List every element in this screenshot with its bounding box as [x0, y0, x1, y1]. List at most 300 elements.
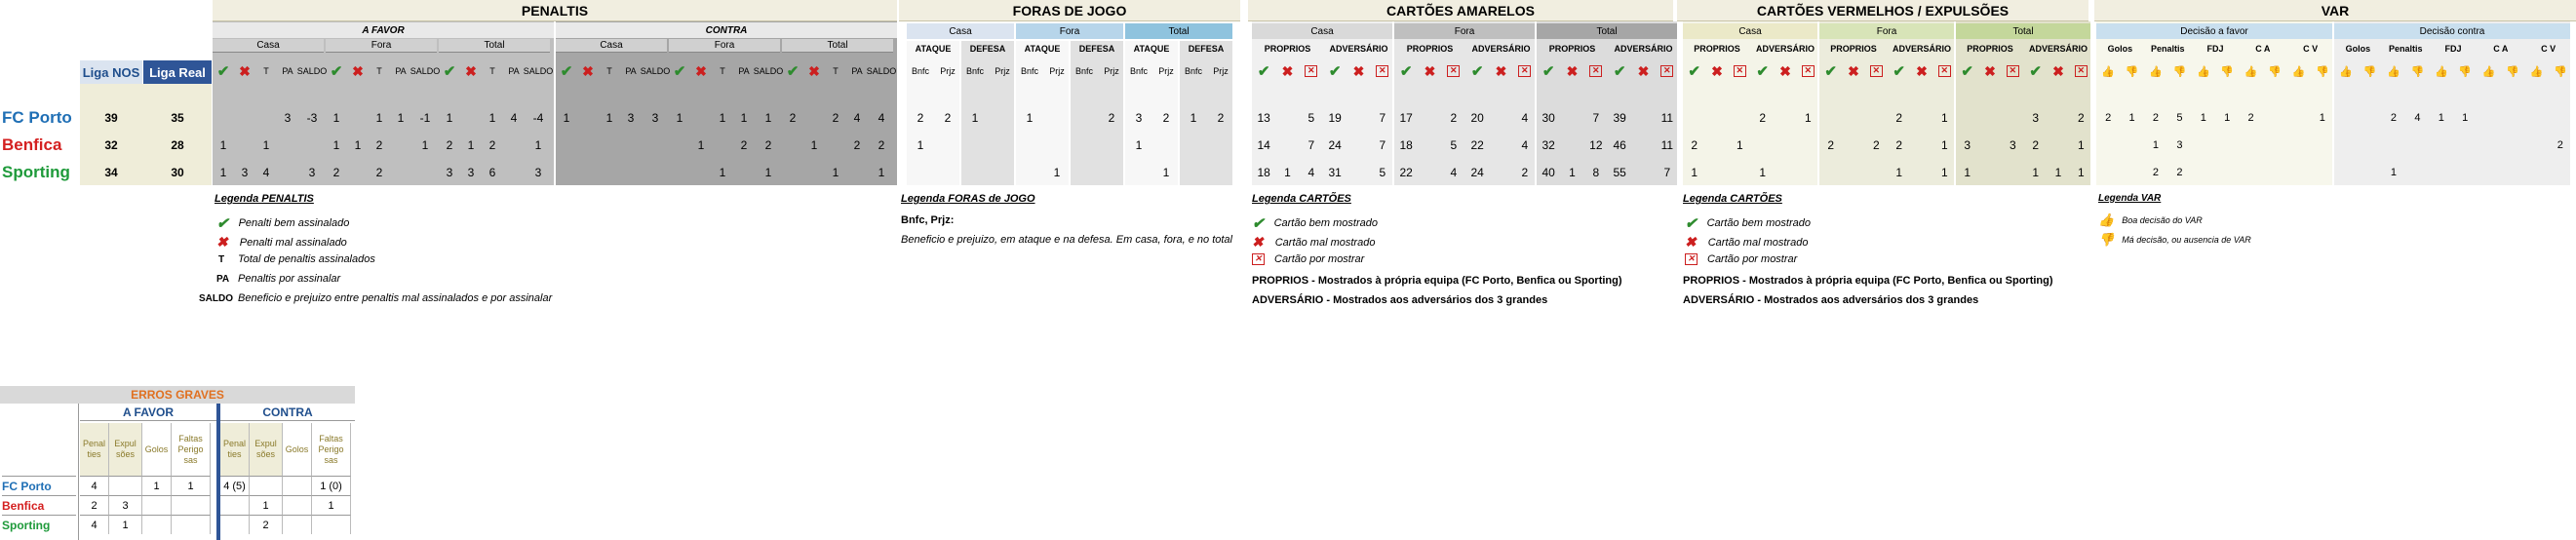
vermelhos-cell	[1683, 104, 1705, 132]
cross-icon: ✖	[695, 62, 707, 79]
amarelos-sub-adversário: ADVERSÁRIO	[1329, 43, 1388, 54]
vermelhos-cell	[1910, 132, 1932, 159]
erros-cell: 1	[250, 495, 283, 515]
pen-contra-cell	[599, 132, 620, 159]
thumbs-down-icon: 👎	[2268, 65, 2282, 78]
foras-col-prjz: Prjz	[1049, 65, 1065, 76]
erros-cell	[283, 476, 312, 495]
check-icon: ✔	[1893, 63, 1905, 80]
foras-title: FORAS DE JOGO	[899, 0, 1240, 21]
var-cell	[2263, 104, 2286, 132]
pen-contra-cell: 1	[810, 138, 818, 152]
pen-afavor-cell: 6	[488, 166, 496, 179]
amarelos-cell: 2	[1521, 166, 1529, 179]
pen-contra-cell: 1	[878, 166, 885, 179]
pen-afavor-cell: 1	[534, 138, 542, 152]
foras-col-prjz: Prjz	[1104, 65, 1119, 76]
foras-col-bnfc: Bnfc	[1129, 65, 1148, 76]
var-cell	[2430, 132, 2453, 159]
vermelhos-cell	[1751, 132, 1774, 159]
pen-afavor-cell: -3	[306, 111, 318, 125]
vermelhos-cell: 1	[1940, 111, 1948, 125]
check-icon: ✔	[443, 63, 456, 80]
pen-contra-cell	[669, 159, 690, 186]
erros-cell	[283, 495, 312, 515]
pen-contra-cell: 1	[764, 111, 772, 125]
pen-contra-cell	[782, 159, 803, 186]
foras-cell	[1207, 132, 1234, 159]
vermelhos-cell: 1	[1895, 166, 1902, 179]
legend-cart2-missing: ✕ Cartão por mostrar	[1685, 253, 1797, 265]
vermelhos-cell: 1	[2054, 166, 2062, 179]
cross-icon: ✖	[1779, 62, 1791, 79]
erros-col-afavor: Golos	[142, 423, 172, 476]
boxed-cross-icon: ✕	[1584, 60, 1608, 82]
amarelos-cell: 31	[1328, 166, 1342, 179]
amarelos-cell: 14	[1257, 138, 1270, 152]
cross-icon: ✖	[216, 234, 228, 250]
amarelos-cell: 30	[1542, 111, 1555, 125]
foras-sub-ataque: ATAQUE	[1133, 43, 1170, 54]
var-col-penaltis: Penaltis	[2388, 43, 2423, 54]
boxed-cross-icon: ✕	[1252, 253, 1265, 265]
pen-afavor-cell: 1	[421, 138, 429, 152]
erros-cell: 1	[312, 495, 351, 515]
pen-afavor-col-PA: PA	[395, 65, 407, 76]
cross-icon: ✖	[1637, 62, 1650, 79]
pen-afavor-cell: 3	[534, 166, 542, 179]
erros-team-name: FC Porto	[2, 476, 76, 495]
var-cell	[2524, 104, 2548, 132]
erros-team-name: Benfica	[2, 495, 76, 515]
erros-cell	[109, 476, 142, 495]
vermelhos-cell	[1978, 132, 2001, 159]
amarelos-cell: 2	[1450, 111, 1458, 125]
erros-col-afavor: Faltas Perigo sas	[172, 423, 211, 476]
var-cell	[2192, 159, 2215, 186]
foras-cell: 2	[944, 111, 952, 125]
vermelhos-cell: 1	[1940, 166, 1948, 179]
amarelos-cell	[1418, 159, 1441, 186]
foras-col-prjz: Prjz	[1158, 65, 1174, 76]
var-cell	[2524, 132, 2548, 159]
var-cell	[2405, 132, 2429, 159]
amarelos-sub-adversário: ADVERSÁRIO	[1614, 43, 1673, 54]
erros-col-contra: Golos	[283, 423, 312, 476]
erros-cell	[172, 515, 211, 534]
check-icon: ✔	[1688, 63, 1700, 80]
foras-col-bnfc: Bnfc	[1074, 65, 1093, 76]
check-icon: ✔	[1685, 215, 1698, 232]
erros-cell	[312, 515, 351, 534]
check-icon: ✔	[786, 63, 800, 80]
pen-contra-col-SALDO: SALDO	[753, 65, 784, 76]
amarelos-cell: 24	[1470, 166, 1484, 179]
vermelhos-group-0: Casa	[1683, 23, 1817, 39]
erros-cell	[250, 476, 283, 495]
erros-title: ERROS GRAVES	[0, 386, 355, 404]
thumbs-down-icon: 👎	[2172, 65, 2187, 78]
vermelhos-cell	[1729, 159, 1751, 186]
var-cell: 2	[2390, 112, 2398, 124]
league-nos-header: Liga NOS	[80, 60, 142, 84]
thumbs-up-icon: 👍	[2291, 65, 2306, 78]
var-col-penaltis: Penaltis	[2150, 43, 2185, 54]
pen-contra-cell: 2	[832, 111, 839, 125]
var-cell	[2477, 132, 2500, 159]
pen-contra-cell: 4	[878, 111, 885, 125]
var-cell	[2358, 132, 2381, 159]
var-col-cv: C V	[2303, 43, 2319, 54]
vermelhos-cell: 3	[2032, 111, 2039, 125]
foras-cell	[989, 132, 1016, 159]
pen-contra-cell: 2	[789, 111, 797, 125]
amarelos-cell	[1418, 132, 1441, 159]
vermelhos-sub-adversário: ADVERSÁRIO	[2028, 43, 2088, 54]
vermelhos-sub-proprios: PROPRIOS	[1967, 43, 2013, 54]
pen-contra-cell: 1	[605, 111, 613, 125]
var-cell	[2239, 132, 2262, 159]
var-col-golos: Golos	[2107, 43, 2133, 54]
league-real-header: Liga Real	[143, 60, 212, 84]
pen-contra-cell: 1	[719, 166, 726, 179]
amarelos-cell: 18	[1399, 138, 1413, 152]
check-icon: ✔	[2029, 63, 2042, 80]
amarelos-cell: 12	[1589, 138, 1603, 152]
var-cell: 2	[2152, 167, 2160, 178]
pen-afavor-cell: 2	[332, 166, 340, 179]
pen-afavor-group-2: Total	[439, 39, 550, 53]
var-cell	[2334, 104, 2358, 132]
pen-contra-cell	[599, 159, 620, 186]
pen-afavor-cell	[347, 159, 369, 186]
benfica-nos-points: 32	[104, 138, 118, 152]
amarelos-cell: 17	[1399, 111, 1413, 125]
var-cell	[2311, 132, 2334, 159]
boxed-cross-icon: ✕	[1513, 60, 1537, 82]
amarelos-cell: 8	[1592, 166, 1600, 179]
foras-cell	[1071, 132, 1098, 159]
cross-icon: ✖	[1848, 62, 1859, 79]
var-cell	[2215, 132, 2239, 159]
pen-contra-cell	[803, 104, 825, 132]
erros-cell	[142, 515, 172, 534]
pen-afavor-cell	[411, 159, 439, 186]
amarelos-cell: 7	[1592, 111, 1600, 125]
pen-contra-cell	[577, 132, 599, 159]
amarelos-cell: 11	[1660, 111, 1674, 125]
check-icon: ✔	[216, 63, 230, 80]
foras-cell	[961, 159, 989, 186]
boxed-cross-icon: ✕	[1442, 60, 1465, 82]
var-cell	[2453, 159, 2477, 186]
foras-cell	[1207, 159, 1234, 186]
amarelos-cell	[1418, 104, 1441, 132]
check-icon: ✔	[1399, 63, 1413, 80]
foras-cell: 1	[1135, 138, 1143, 152]
amarelos-cell	[1275, 104, 1299, 132]
pen-afavor-cell: 4	[510, 111, 518, 125]
amarelos-cell: 22	[1470, 138, 1484, 152]
vermelhos-cell: 1	[2077, 166, 2085, 179]
foras-cell	[934, 159, 961, 186]
pen-contra-cell: 3	[627, 111, 635, 125]
vermelhos-cell: 1	[1759, 166, 1766, 179]
pen-contra-cell: 1	[740, 111, 748, 125]
vermelhos-cell: 3	[2009, 138, 2016, 152]
pen-contra-cell	[556, 132, 577, 159]
pen-afavor-cell: -4	[532, 111, 544, 125]
var-cell: 1	[2224, 112, 2231, 124]
boxed-cross-icon: ✕	[2002, 60, 2024, 82]
foras-cell	[1152, 132, 1180, 159]
vermelhos-cell: 1	[1691, 166, 1698, 179]
thumbs-up-icon: 👍	[2434, 65, 2448, 78]
pen-contra-cell: 4	[853, 111, 861, 125]
var-cell	[2263, 132, 2286, 159]
var-cell	[2334, 132, 2358, 159]
pen-afavor-cell	[255, 104, 277, 132]
cross-icon: ✖	[1685, 234, 1697, 250]
pen-afavor-cell	[503, 132, 525, 159]
pen-afavor-cell: 1	[219, 138, 227, 152]
foras-cell	[1016, 159, 1043, 186]
amarelos-cell	[1560, 104, 1583, 132]
erros-team-name: Sporting	[2, 515, 76, 534]
thumbs-down-icon: 👎	[2315, 65, 2329, 78]
cross-icon: ✖	[1495, 62, 1507, 79]
var-cell	[2477, 104, 2500, 132]
erros-cell: 1	[172, 476, 211, 495]
legend-cart-missing: ✕ Cartão por mostrar	[1252, 253, 1364, 265]
legend-cartoes-title: Legenda CARTÕES	[1252, 193, 1351, 205]
vermelhos-cell	[1910, 159, 1932, 186]
pen-afavor-cell: 1	[332, 138, 340, 152]
pen-afavor-cell: 2	[446, 138, 453, 152]
foras-cell: 1	[1162, 166, 1170, 179]
pen-contra-cell: 1	[719, 111, 726, 125]
var-cell: 1	[2438, 112, 2444, 124]
legend-cartoes2-title: Legenda CARTÕES	[1683, 193, 1782, 205]
thumbs-up-icon: 👍	[2481, 65, 2496, 78]
amarelos-cell: 4	[1521, 111, 1529, 125]
pen-contra-cell: 1	[697, 138, 705, 152]
thumbs-up-icon: 👍	[2244, 65, 2258, 78]
vermelhos-cell	[1705, 104, 1728, 132]
pen-contra-cell: 1	[832, 166, 839, 179]
erros-graves-table	[0, 386, 355, 540]
erros-cell: 2	[250, 515, 283, 534]
vermelhos-cell	[1978, 159, 2001, 186]
var-cell: 4	[2414, 112, 2421, 124]
amarelos-cell: 7	[1663, 166, 1671, 179]
pen-contra-col-T: T	[606, 65, 612, 76]
thumbs-down-icon: 👎	[2553, 65, 2567, 78]
pen-afavor-cell: 1	[488, 111, 496, 125]
vermelhos-sub-proprios: PROPRIOS	[1694, 43, 1740, 54]
pen-contra-cell	[642, 159, 669, 186]
amarelos-cell: 7	[1379, 138, 1386, 152]
amarelos-cell: 32	[1542, 138, 1555, 152]
check-icon: ✔	[1252, 215, 1265, 232]
erros-col-afavor: Expul sões	[109, 423, 142, 476]
erros-afavor: A FAVOR	[80, 404, 216, 421]
var-cell	[2239, 159, 2262, 186]
pen-afavor-cell: 1	[375, 111, 383, 125]
legend-cart-bad: ✖ Cartão mal mostrado	[1252, 234, 1376, 250]
vermelhos-cell	[1842, 159, 1864, 186]
vermelhos-cell: 1	[1804, 111, 1812, 125]
vermelhos-cell: 2	[1827, 138, 1834, 152]
foras-col-bnfc: Bnfc	[911, 65, 929, 76]
amarelos-cell: 13	[1257, 111, 1270, 125]
var-cell	[2501, 159, 2524, 186]
vermelhos-cell	[1797, 132, 1819, 159]
var-cell	[2405, 159, 2429, 186]
legend-cart-proprios: PROPRIOS - Mostrados à própria equipa (FC Porto, Benfica ou Sporting)	[1252, 275, 1622, 287]
pen-afavor-cell	[503, 159, 525, 186]
amarelos-cell: 5	[1379, 166, 1386, 179]
legend-cart2-bad: ✖ Cartão mal mostrado	[1685, 234, 1809, 250]
vermelhos-cell	[1978, 104, 2001, 132]
amarelos-cell: 46	[1613, 138, 1626, 152]
cross-icon: ✖	[1566, 62, 1579, 79]
pen-afavor-col-SALDO: SALDO	[296, 65, 328, 76]
foras-sub-defesa: DEFESA	[1188, 43, 1225, 54]
check-icon: ✔	[1824, 63, 1837, 80]
thumbs-down-icon: 👎	[2458, 65, 2473, 78]
vermelhos-cell: 2	[2077, 111, 2085, 125]
legend-cart2-adversario: ADVERSÁRIO - Mostrados aos adversários dos 3 grandes	[1683, 294, 1979, 306]
erros-cell	[142, 495, 172, 515]
thumbs-up-icon: 👍	[2098, 212, 2115, 227]
vermelhos-cell	[1865, 104, 1888, 132]
pen-afavor-cell: 1	[467, 138, 475, 152]
cross-icon: ✖	[239, 62, 251, 79]
pen-afavor-cell: 1	[397, 111, 405, 125]
amarelos-cell	[1631, 104, 1655, 132]
boxed-cross-icon: ✕	[2070, 60, 2092, 82]
vermelhos-cell: 1	[1964, 166, 1971, 179]
var-cell	[2215, 159, 2239, 186]
foras-cell	[1125, 159, 1152, 186]
pen-contra-col-PA: PA	[625, 65, 637, 76]
porto-real-points: 35	[171, 111, 184, 125]
amarelos-cell: 39	[1613, 111, 1626, 125]
legend-pen-ok: ✔ Penalti bem assinalado	[216, 215, 350, 232]
boxed-cross-icon: ✕	[1729, 60, 1751, 82]
vermelhos-cell	[1729, 104, 1751, 132]
erros-cell: 4	[80, 476, 109, 495]
vermelhos-cell: 2	[1895, 138, 1902, 152]
var-cell: 2	[2176, 167, 2183, 178]
var-cell: 1	[2319, 112, 2325, 124]
penaltis-title: PENALTIS	[213, 0, 897, 21]
pen-contra-cell: 1	[764, 166, 772, 179]
pen-afavor-cell: 1	[332, 111, 340, 125]
amarelos-group-1: Fora	[1394, 23, 1535, 39]
erros-col-afavor: Penal ties	[80, 423, 109, 476]
pen-contra-cell	[556, 159, 577, 186]
check-icon: ✔	[330, 63, 343, 80]
var-cell	[2286, 104, 2310, 132]
foras-col-prjz: Prjz	[995, 65, 1010, 76]
pen-afavor-cell	[234, 104, 255, 132]
pen-contra-cell	[733, 159, 755, 186]
pen-afavor-cell: 2	[375, 138, 383, 152]
var-cell	[2549, 104, 2572, 132]
thumbs-up-icon: 👍	[2387, 65, 2400, 78]
legend-pen-saldo: SALDO Beneficio e prejuizo entre penaltis mal assinalados e por assinalar	[199, 292, 553, 304]
foras-cell	[907, 159, 934, 186]
var-cell	[2382, 132, 2405, 159]
check-icon: ✔	[1470, 63, 1484, 80]
foras-cell	[1043, 104, 1071, 132]
check-icon: ✔	[1961, 63, 1973, 80]
team-name-sporting: Sporting	[2, 163, 70, 181]
erros-left-border	[78, 404, 79, 540]
boxed-cross-icon: ✕	[1371, 60, 1394, 82]
amarelos-sub-adversário: ADVERSÁRIO	[1471, 43, 1531, 54]
vermelhos-cell	[1819, 104, 1842, 132]
team-name-porto: FC Porto	[2, 108, 72, 127]
foras-cell	[1098, 159, 1125, 186]
var-cell: 3	[2176, 139, 2183, 151]
cross-icon: ✖	[582, 62, 594, 79]
thumbs-up-icon: 👍	[2101, 65, 2116, 78]
foras-cell: 1	[1053, 166, 1061, 179]
amarelos-sub-proprios: PROPRIOS	[1406, 43, 1454, 54]
pen-afavor-cell: 1	[262, 138, 270, 152]
thumbs-down-icon: 👎	[2098, 232, 2115, 247]
vermelhos-sub-adversário: ADVERSÁRIO	[1755, 43, 1815, 54]
var-cell	[2501, 132, 2524, 159]
legend-var-bad: 👎 Má decisão, ou ausencia de VAR	[2098, 232, 2251, 247]
foras-cell	[1180, 159, 1207, 186]
pen-afavor-cell: 1	[219, 166, 227, 179]
foras-cell	[1071, 104, 1098, 132]
foras-cell	[989, 159, 1016, 186]
pen-afavor-col-PA: PA	[508, 65, 520, 76]
legend-pen-pa: PA Penaltis por assinalar	[216, 273, 341, 285]
cross-icon: ✖	[465, 62, 477, 79]
pen-contra-col-T: T	[833, 65, 839, 76]
vermelhos-cell	[1910, 104, 1932, 132]
boxed-cross-icon: ✕	[1300, 60, 1323, 82]
legend-var-good: 👍 Boa decisão do VAR	[2098, 212, 2203, 227]
foras-col-bnfc: Bnfc	[1184, 65, 1202, 76]
pen-contra-cell	[577, 104, 599, 132]
legend-cart-adversario: ADVERSÁRIO - Mostrados aos adversários dos 3 grandes	[1252, 294, 1548, 306]
pen-afavor-cell	[298, 132, 326, 159]
foras-group-0: Casa	[907, 23, 1014, 39]
thumbs-up-icon: 👍	[2149, 65, 2163, 78]
check-icon: ✔	[1542, 63, 1555, 80]
pen-afavor-cell	[234, 132, 255, 159]
pen-contra-cell: 2	[740, 138, 748, 152]
pen-afavor-group-0: Casa	[213, 39, 324, 53]
pen-contra-col-SALDO: SALDO	[640, 65, 671, 76]
foras-sub-ataque: ATAQUE	[915, 43, 952, 54]
amarelos-cell: 24	[1328, 138, 1342, 152]
erros-cell	[220, 495, 250, 515]
pen-contra-cell	[825, 132, 846, 159]
legend-cart-ok: ✔ Cartão bem mostrado	[1252, 215, 1378, 232]
vermelhos-cell	[1705, 132, 1728, 159]
pen-contra-group-0: Casa	[556, 39, 667, 53]
amarelos-sub-proprios: PROPRIOS	[1548, 43, 1596, 54]
var-cell	[2286, 132, 2310, 159]
